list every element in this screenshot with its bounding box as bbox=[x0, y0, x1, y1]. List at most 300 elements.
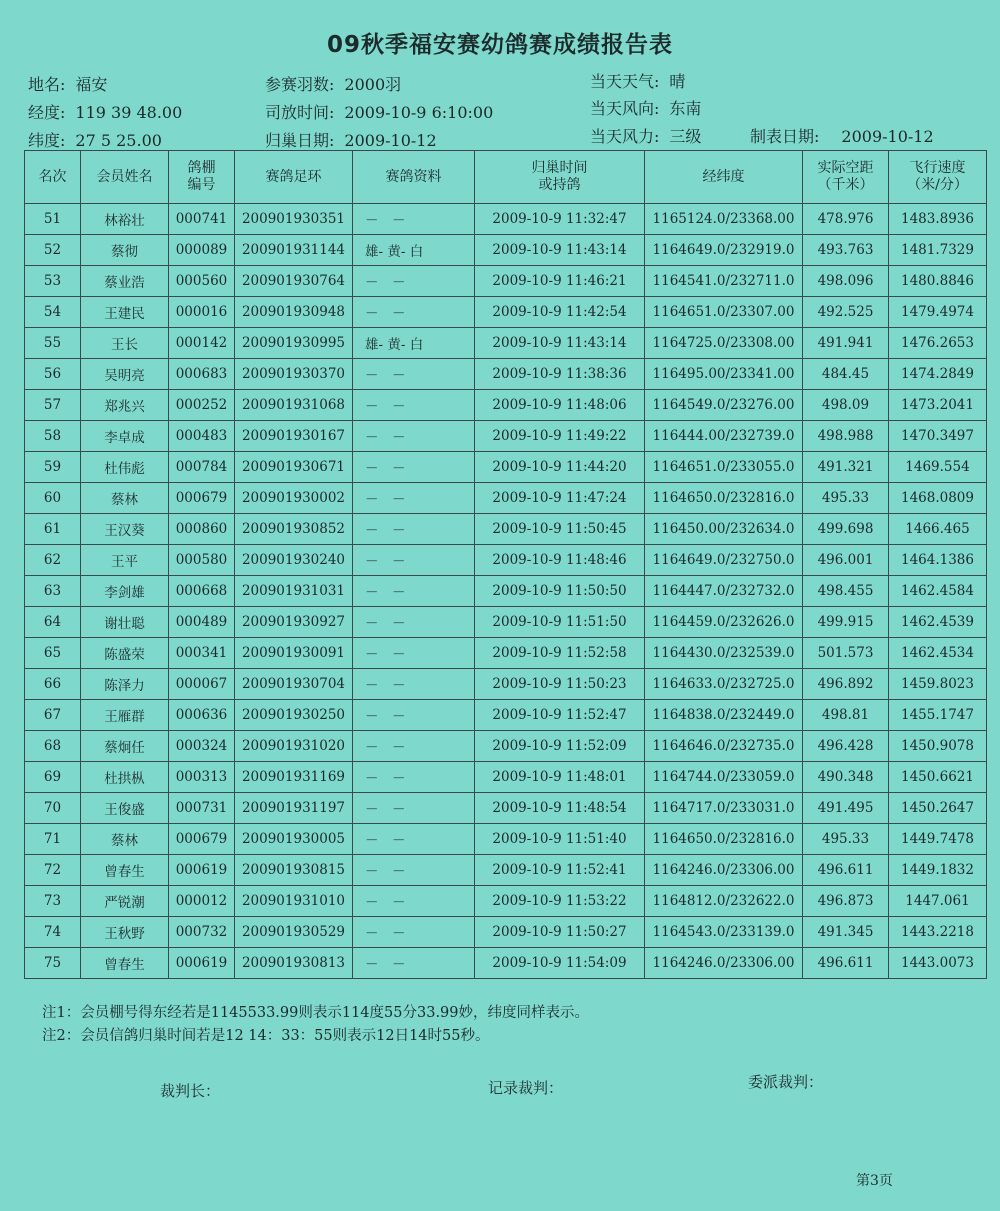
latitude-value: 27 5 25.00 bbox=[75, 131, 162, 150]
cell-arrival-time: 2009-10-9 11:44:20 bbox=[475, 452, 645, 483]
cell-ring-number: 200901930671 bbox=[235, 452, 353, 483]
cell-arrival-time: 2009-10-9 11:48:06 bbox=[475, 390, 645, 421]
cell-speed: 1474.2849 bbox=[889, 359, 987, 390]
cell-distance: 491.495 bbox=[803, 793, 889, 824]
cell-pigeon-info: － － bbox=[353, 483, 475, 514]
cell-ring-number: 200901930852 bbox=[235, 514, 353, 545]
return-date-info bbox=[265, 128, 437, 151]
cell-member-name: 陈泽力 bbox=[81, 669, 169, 700]
cell-member-name: 严锐潮 bbox=[81, 886, 169, 917]
cell-rank: 60 bbox=[25, 483, 81, 514]
cell-loft-number: 000483 bbox=[169, 421, 235, 452]
place-info bbox=[28, 72, 107, 95]
cell-ring-number: 200901930250 bbox=[235, 700, 353, 731]
cell-rank: 53 bbox=[25, 266, 81, 297]
cell-coordinates: 1164649.0/232919.0 bbox=[645, 235, 803, 266]
cell-arrival-time: 2009-10-9 11:50:23 bbox=[475, 669, 645, 700]
cell-speed: 1483.8936 bbox=[889, 204, 987, 235]
cell-distance: 491.345 bbox=[803, 917, 889, 948]
cell-rank: 68 bbox=[25, 731, 81, 762]
wind-direction-label: 当天风向: bbox=[590, 99, 660, 118]
cell-member-name: 曾春生 bbox=[81, 948, 169, 979]
column-header-pigeon-info: 赛鸽资料 bbox=[353, 151, 475, 204]
cell-loft-number: 000489 bbox=[169, 607, 235, 638]
table-body bbox=[25, 204, 987, 979]
column-header-coordinates: 经纬度 bbox=[645, 151, 803, 204]
cell-distance: 478.976 bbox=[803, 204, 889, 235]
cell-rank: 70 bbox=[25, 793, 81, 824]
cell-ring-number: 200901931197 bbox=[235, 793, 353, 824]
cell-coordinates: 1164246.0/23306.00 bbox=[645, 855, 803, 886]
cell-member-name: 王雁群 bbox=[81, 700, 169, 731]
table-row bbox=[25, 204, 987, 235]
table-row bbox=[25, 421, 987, 452]
cell-pigeon-info: － － bbox=[353, 638, 475, 669]
table-row bbox=[25, 669, 987, 700]
cell-speed: 1450.6621 bbox=[889, 762, 987, 793]
cell-coordinates: 1164246.0/23306.00 bbox=[645, 948, 803, 979]
column-header-loft-number: 鸽棚 编号 bbox=[169, 151, 235, 204]
cell-member-name: 王平 bbox=[81, 545, 169, 576]
column-header-ring-number: 赛鸽足环 bbox=[235, 151, 353, 204]
cell-speed: 1443.0073 bbox=[889, 948, 987, 979]
cell-speed: 1462.4539 bbox=[889, 607, 987, 638]
cell-arrival-time: 2009-10-9 11:48:46 bbox=[475, 545, 645, 576]
cell-ring-number: 200901930091 bbox=[235, 638, 353, 669]
cell-coordinates: 1164650.0/232816.0 bbox=[645, 483, 803, 514]
cell-rank: 64 bbox=[25, 607, 81, 638]
cell-pigeon-info: 雄- 黄- 白 bbox=[353, 328, 475, 359]
table-row bbox=[25, 576, 987, 607]
longitude-value: 119 39 48.00 bbox=[75, 103, 183, 122]
cell-distance: 490.348 bbox=[803, 762, 889, 793]
place-label: 地名: bbox=[28, 75, 66, 94]
cell-coordinates: 1164459.0/232626.0 bbox=[645, 607, 803, 638]
cell-member-name: 王汉葵 bbox=[81, 514, 169, 545]
cell-member-name: 王俊盛 bbox=[81, 793, 169, 824]
made-date-label: 制表日期: bbox=[750, 127, 820, 146]
cell-speed: 1455.1747 bbox=[889, 700, 987, 731]
cell-rank: 69 bbox=[25, 762, 81, 793]
cell-coordinates: 1164838.0/232449.0 bbox=[645, 700, 803, 731]
appointed-referee-label: 委派裁判： bbox=[748, 1073, 824, 1091]
latitude-info bbox=[28, 128, 162, 151]
cell-arrival-time: 2009-10-9 11:49:22 bbox=[475, 421, 645, 452]
longitude-label: 经度: bbox=[28, 103, 66, 122]
release-label: 司放时间: bbox=[265, 103, 335, 122]
cell-member-name: 吴明亮 bbox=[81, 359, 169, 390]
cell-arrival-time: 2009-10-9 11:50:50 bbox=[475, 576, 645, 607]
table-row bbox=[25, 917, 987, 948]
table-row bbox=[25, 700, 987, 731]
cell-loft-number: 000679 bbox=[169, 483, 235, 514]
cell-loft-number: 000324 bbox=[169, 731, 235, 762]
cell-rank: 51 bbox=[25, 204, 81, 235]
cell-coordinates: 1164543.0/233139.0 bbox=[645, 917, 803, 948]
cell-distance: 499.915 bbox=[803, 607, 889, 638]
cell-arrival-time: 2009-10-9 11:53:22 bbox=[475, 886, 645, 917]
cell-rank: 63 bbox=[25, 576, 81, 607]
page-number: 第3页 bbox=[856, 1173, 893, 1189]
cell-pigeon-info: － － bbox=[353, 514, 475, 545]
cell-pigeon-info: － － bbox=[353, 576, 475, 607]
cell-loft-number: 000619 bbox=[169, 855, 235, 886]
cell-member-name: 蔡业浩 bbox=[81, 266, 169, 297]
cell-ring-number: 200901930529 bbox=[235, 917, 353, 948]
table-row bbox=[25, 359, 987, 390]
cell-coordinates: 116495.00/23341.00 bbox=[645, 359, 803, 390]
cell-pigeon-info: － － bbox=[353, 855, 475, 886]
cell-ring-number: 200901931031 bbox=[235, 576, 353, 607]
cell-ring-number: 200901931010 bbox=[235, 886, 353, 917]
cell-distance: 498.096 bbox=[803, 266, 889, 297]
cell-rank: 72 bbox=[25, 855, 81, 886]
cell-coordinates: 1164541.0/232711.0 bbox=[645, 266, 803, 297]
table-row bbox=[25, 483, 987, 514]
cell-ring-number: 200901930167 bbox=[235, 421, 353, 452]
cell-loft-number: 000313 bbox=[169, 762, 235, 793]
table-row bbox=[25, 731, 987, 762]
cell-distance: 496.611 bbox=[803, 855, 889, 886]
cell-distance: 493.763 bbox=[803, 235, 889, 266]
cell-pigeon-info: 雄- 黄- 白 bbox=[353, 235, 475, 266]
cell-coordinates: 1165124.0/23368.00 bbox=[645, 204, 803, 235]
cell-member-name: 李剑雄 bbox=[81, 576, 169, 607]
cell-coordinates: 1164651.0/23307.00 bbox=[645, 297, 803, 328]
cell-arrival-time: 2009-10-9 11:47:24 bbox=[475, 483, 645, 514]
results-table bbox=[24, 150, 987, 979]
table-row bbox=[25, 328, 987, 359]
cell-coordinates: 116444.00/232739.0 bbox=[645, 421, 803, 452]
wind-force-info bbox=[590, 124, 701, 147]
cell-ring-number: 200901931169 bbox=[235, 762, 353, 793]
cell-ring-number: 200901930813 bbox=[235, 948, 353, 979]
cell-rank: 75 bbox=[25, 948, 81, 979]
cell-distance: 492.525 bbox=[803, 297, 889, 328]
table-row bbox=[25, 638, 987, 669]
cell-pigeon-info: － － bbox=[353, 266, 475, 297]
cell-distance: 498.81 bbox=[803, 700, 889, 731]
cell-distance: 484.45 bbox=[803, 359, 889, 390]
cell-pigeon-info: － － bbox=[353, 886, 475, 917]
cell-pigeon-info: － － bbox=[353, 390, 475, 421]
cell-rank: 55 bbox=[25, 328, 81, 359]
cell-ring-number: 200901930351 bbox=[235, 204, 353, 235]
cell-member-name: 谢壮聪 bbox=[81, 607, 169, 638]
cell-rank: 57 bbox=[25, 390, 81, 421]
cell-distance: 498.455 bbox=[803, 576, 889, 607]
cell-coordinates: 1164725.0/23308.00 bbox=[645, 328, 803, 359]
cell-arrival-time: 2009-10-9 11:42:54 bbox=[475, 297, 645, 328]
cell-arrival-time: 2009-10-9 11:52:41 bbox=[475, 855, 645, 886]
cell-member-name: 王秋野 bbox=[81, 917, 169, 948]
cell-coordinates: 1164650.0/232816.0 bbox=[645, 824, 803, 855]
wind-direction-value: 东南 bbox=[669, 99, 702, 118]
cell-rank: 65 bbox=[25, 638, 81, 669]
cell-member-name: 王建民 bbox=[81, 297, 169, 328]
cell-arrival-time: 2009-10-9 11:52:58 bbox=[475, 638, 645, 669]
cell-loft-number: 000731 bbox=[169, 793, 235, 824]
cell-ring-number: 200901930927 bbox=[235, 607, 353, 638]
cell-pigeon-info: － － bbox=[353, 731, 475, 762]
cell-member-name: 王长 bbox=[81, 328, 169, 359]
cell-pigeon-info: － － bbox=[353, 793, 475, 824]
cell-speed: 1480.8846 bbox=[889, 266, 987, 297]
weather-label: 当天天气: bbox=[590, 72, 660, 91]
cell-arrival-time: 2009-10-9 11:48:54 bbox=[475, 793, 645, 824]
cell-ring-number: 200901930764 bbox=[235, 266, 353, 297]
cell-distance: 495.33 bbox=[803, 824, 889, 855]
cell-rank: 61 bbox=[25, 514, 81, 545]
cell-pigeon-info: － － bbox=[353, 359, 475, 390]
cell-loft-number: 000784 bbox=[169, 452, 235, 483]
cell-rank: 74 bbox=[25, 917, 81, 948]
cell-coordinates: 1164646.0/232735.0 bbox=[645, 731, 803, 762]
cell-member-name: 蔡炯任 bbox=[81, 731, 169, 762]
cell-arrival-time: 2009-10-9 11:51:50 bbox=[475, 607, 645, 638]
cell-member-name: 郑兆兴 bbox=[81, 390, 169, 421]
table-row bbox=[25, 390, 987, 421]
cell-pigeon-info: － － bbox=[353, 421, 475, 452]
cell-distance: 496.892 bbox=[803, 669, 889, 700]
cell-member-name: 杜伟彪 bbox=[81, 452, 169, 483]
cell-member-name: 杜拱枞 bbox=[81, 762, 169, 793]
cell-distance: 499.698 bbox=[803, 514, 889, 545]
cell-speed: 1479.4974 bbox=[889, 297, 987, 328]
cell-rank: 58 bbox=[25, 421, 81, 452]
cell-distance: 491.321 bbox=[803, 452, 889, 483]
cell-speed: 1468.0809 bbox=[889, 483, 987, 514]
cell-arrival-time: 2009-10-9 11:43:14 bbox=[475, 328, 645, 359]
table-row bbox=[25, 855, 987, 886]
cell-arrival-time: 2009-10-9 11:54:09 bbox=[475, 948, 645, 979]
cell-coordinates: 1164812.0/232622.0 bbox=[645, 886, 803, 917]
return-date-value: 2009-10-12 bbox=[344, 131, 437, 150]
cell-coordinates: 1164447.0/232732.0 bbox=[645, 576, 803, 607]
cell-ring-number: 200901931020 bbox=[235, 731, 353, 762]
made-date-info bbox=[750, 124, 934, 147]
place-value: 福安 bbox=[75, 75, 108, 94]
cell-member-name: 曾春生 bbox=[81, 855, 169, 886]
cell-distance: 496.428 bbox=[803, 731, 889, 762]
cell-arrival-time: 2009-10-9 11:48:01 bbox=[475, 762, 645, 793]
table-row bbox=[25, 266, 987, 297]
cell-loft-number: 000142 bbox=[169, 328, 235, 359]
wind-force-value: 三级 bbox=[669, 127, 702, 146]
cell-pigeon-info: － － bbox=[353, 917, 475, 948]
column-header-rank: 名次 bbox=[25, 151, 81, 204]
cell-loft-number: 000067 bbox=[169, 669, 235, 700]
cell-pigeon-info: － － bbox=[353, 700, 475, 731]
cell-ring-number: 200901930948 bbox=[235, 297, 353, 328]
made-date-value: 2009-10-12 bbox=[841, 127, 934, 146]
cell-loft-number: 000741 bbox=[169, 204, 235, 235]
cell-speed: 1466.465 bbox=[889, 514, 987, 545]
cell-loft-number: 000732 bbox=[169, 917, 235, 948]
weather-value: 晴 bbox=[669, 72, 686, 91]
cell-ring-number: 200901930704 bbox=[235, 669, 353, 700]
cell-rank: 73 bbox=[25, 886, 81, 917]
column-header-speed: 飞行速度 （米/分） bbox=[889, 151, 987, 204]
cell-pigeon-info: － － bbox=[353, 204, 475, 235]
table-row bbox=[25, 235, 987, 266]
weather-info bbox=[590, 69, 685, 92]
cell-member-name: 陈盛荣 bbox=[81, 638, 169, 669]
wind-direction-info bbox=[590, 96, 701, 119]
cell-loft-number: 000683 bbox=[169, 359, 235, 390]
cell-coordinates: 116450.00/232634.0 bbox=[645, 514, 803, 545]
cell-distance: 498.988 bbox=[803, 421, 889, 452]
cell-rank: 54 bbox=[25, 297, 81, 328]
cell-speed: 1443.2218 bbox=[889, 917, 987, 948]
cell-ring-number: 200901930995 bbox=[235, 328, 353, 359]
note-1: 注1：会员棚号得东经若是1145533.99则表示114度55分33.99妙，纬度同样表示。 bbox=[42, 1005, 589, 1021]
cell-member-name: 李卓成 bbox=[81, 421, 169, 452]
cell-speed: 1449.1832 bbox=[889, 855, 987, 886]
chief-referee-label: 裁判长： bbox=[160, 1082, 221, 1100]
cell-ring-number: 200901930002 bbox=[235, 483, 353, 514]
cell-distance: 501.573 bbox=[803, 638, 889, 669]
count-label: 参赛羽数: bbox=[265, 75, 335, 94]
cell-ring-number: 200901931068 bbox=[235, 390, 353, 421]
cell-speed: 1462.4534 bbox=[889, 638, 987, 669]
cell-loft-number: 000619 bbox=[169, 948, 235, 979]
cell-loft-number: 000560 bbox=[169, 266, 235, 297]
cell-ring-number: 200901930815 bbox=[235, 855, 353, 886]
cell-pigeon-info: － － bbox=[353, 545, 475, 576]
column-header-distance: 实际空距 （千米） bbox=[803, 151, 889, 204]
table-row bbox=[25, 824, 987, 855]
cell-member-name: 林裕壮 bbox=[81, 204, 169, 235]
cell-arrival-time: 2009-10-9 11:32:47 bbox=[475, 204, 645, 235]
cell-arrival-time: 2009-10-9 11:46:21 bbox=[475, 266, 645, 297]
cell-pigeon-info: － － bbox=[353, 297, 475, 328]
cell-loft-number: 000012 bbox=[169, 886, 235, 917]
cell-arrival-time: 2009-10-9 11:52:09 bbox=[475, 731, 645, 762]
cell-speed: 1464.1386 bbox=[889, 545, 987, 576]
notes bbox=[42, 1002, 589, 1048]
cell-coordinates: 1164744.0/233059.0 bbox=[645, 762, 803, 793]
cell-pigeon-info: － － bbox=[353, 452, 475, 483]
cell-member-name: 蔡林 bbox=[81, 483, 169, 514]
cell-speed: 1447.061 bbox=[889, 886, 987, 917]
cell-speed: 1481.7329 bbox=[889, 235, 987, 266]
cell-coordinates: 1164633.0/232725.0 bbox=[645, 669, 803, 700]
cell-speed: 1473.2041 bbox=[889, 390, 987, 421]
cell-member-name: 蔡彻 bbox=[81, 235, 169, 266]
recorder-referee-label: 记录裁判： bbox=[488, 1079, 564, 1097]
count-info bbox=[265, 72, 401, 95]
cell-arrival-time: 2009-10-9 11:50:27 bbox=[475, 917, 645, 948]
cell-ring-number: 200901930005 bbox=[235, 824, 353, 855]
cell-pigeon-info: － － bbox=[353, 948, 475, 979]
table-row bbox=[25, 452, 987, 483]
table-header-row bbox=[25, 151, 987, 204]
cell-loft-number: 000668 bbox=[169, 576, 235, 607]
cell-coordinates: 1164549.0/23276.00 bbox=[645, 390, 803, 421]
cell-loft-number: 000252 bbox=[169, 390, 235, 421]
note-2: 注2：会员信鸽归巢时间若是12 14：33：55则表示12日14时55秒。 bbox=[42, 1028, 490, 1044]
cell-distance: 496.873 bbox=[803, 886, 889, 917]
cell-coordinates: 1164430.0/232539.0 bbox=[645, 638, 803, 669]
cell-rank: 59 bbox=[25, 452, 81, 483]
cell-speed: 1450.9078 bbox=[889, 731, 987, 762]
cell-coordinates: 1164649.0/232750.0 bbox=[645, 545, 803, 576]
cell-pigeon-info: － － bbox=[353, 824, 475, 855]
cell-rank: 56 bbox=[25, 359, 81, 390]
cell-distance: 498.09 bbox=[803, 390, 889, 421]
cell-loft-number: 000016 bbox=[169, 297, 235, 328]
cell-arrival-time: 2009-10-9 11:51:40 bbox=[475, 824, 645, 855]
cell-rank: 66 bbox=[25, 669, 81, 700]
cell-distance: 491.941 bbox=[803, 328, 889, 359]
cell-ring-number: 200901931144 bbox=[235, 235, 353, 266]
cell-speed: 1470.3497 bbox=[889, 421, 987, 452]
latitude-label: 纬度: bbox=[28, 131, 66, 150]
cell-speed: 1469.554 bbox=[889, 452, 987, 483]
cell-pigeon-info: － － bbox=[353, 669, 475, 700]
cell-pigeon-info: － － bbox=[353, 607, 475, 638]
cell-arrival-time: 2009-10-9 11:38:36 bbox=[475, 359, 645, 390]
cell-distance: 496.001 bbox=[803, 545, 889, 576]
column-header-member-name: 会员姓名 bbox=[81, 151, 169, 204]
count-value: 2000羽 bbox=[344, 75, 402, 94]
cell-member-name: 蔡林 bbox=[81, 824, 169, 855]
cell-speed: 1449.7478 bbox=[889, 824, 987, 855]
cell-loft-number: 000341 bbox=[169, 638, 235, 669]
cell-speed: 1459.8023 bbox=[889, 669, 987, 700]
table-row bbox=[25, 514, 987, 545]
cell-loft-number: 000679 bbox=[169, 824, 235, 855]
wind-force-label: 当天风力: bbox=[590, 127, 660, 146]
cell-distance: 496.611 bbox=[803, 948, 889, 979]
cell-speed: 1476.2653 bbox=[889, 328, 987, 359]
cell-distance: 495.33 bbox=[803, 483, 889, 514]
cell-coordinates: 1164717.0/233031.0 bbox=[645, 793, 803, 824]
release-value: 2009-10-9 6:10:00 bbox=[344, 103, 494, 122]
table-row bbox=[25, 762, 987, 793]
cell-coordinates: 1164651.0/233055.0 bbox=[645, 452, 803, 483]
release-info bbox=[265, 100, 493, 123]
table-row bbox=[25, 297, 987, 328]
cell-ring-number: 200901930240 bbox=[235, 545, 353, 576]
table-row bbox=[25, 948, 987, 979]
cell-rank: 71 bbox=[25, 824, 81, 855]
cell-loft-number: 000860 bbox=[169, 514, 235, 545]
cell-arrival-time: 2009-10-9 11:43:14 bbox=[475, 235, 645, 266]
column-header-arrival-time: 归巢时间 或持鸽 bbox=[475, 151, 645, 204]
table-row bbox=[25, 607, 987, 638]
cell-pigeon-info: － － bbox=[353, 762, 475, 793]
cell-rank: 52 bbox=[25, 235, 81, 266]
cell-speed: 1462.4584 bbox=[889, 576, 987, 607]
report-title: 09秋季福安赛幼鸽赛成绩报告表 bbox=[326, 32, 673, 58]
cell-arrival-time: 2009-10-9 11:50:45 bbox=[475, 514, 645, 545]
cell-rank: 67 bbox=[25, 700, 81, 731]
return-date-label: 归巢日期: bbox=[265, 131, 335, 150]
cell-loft-number: 000636 bbox=[169, 700, 235, 731]
table-row bbox=[25, 886, 987, 917]
cell-loft-number: 000580 bbox=[169, 545, 235, 576]
cell-speed: 1450.2647 bbox=[889, 793, 987, 824]
longitude-info bbox=[28, 100, 182, 123]
table-row bbox=[25, 793, 987, 824]
cell-rank: 62 bbox=[25, 545, 81, 576]
cell-ring-number: 200901930370 bbox=[235, 359, 353, 390]
cell-arrival-time: 2009-10-9 11:52:47 bbox=[475, 700, 645, 731]
table-row bbox=[25, 545, 987, 576]
cell-loft-number: 000089 bbox=[169, 235, 235, 266]
